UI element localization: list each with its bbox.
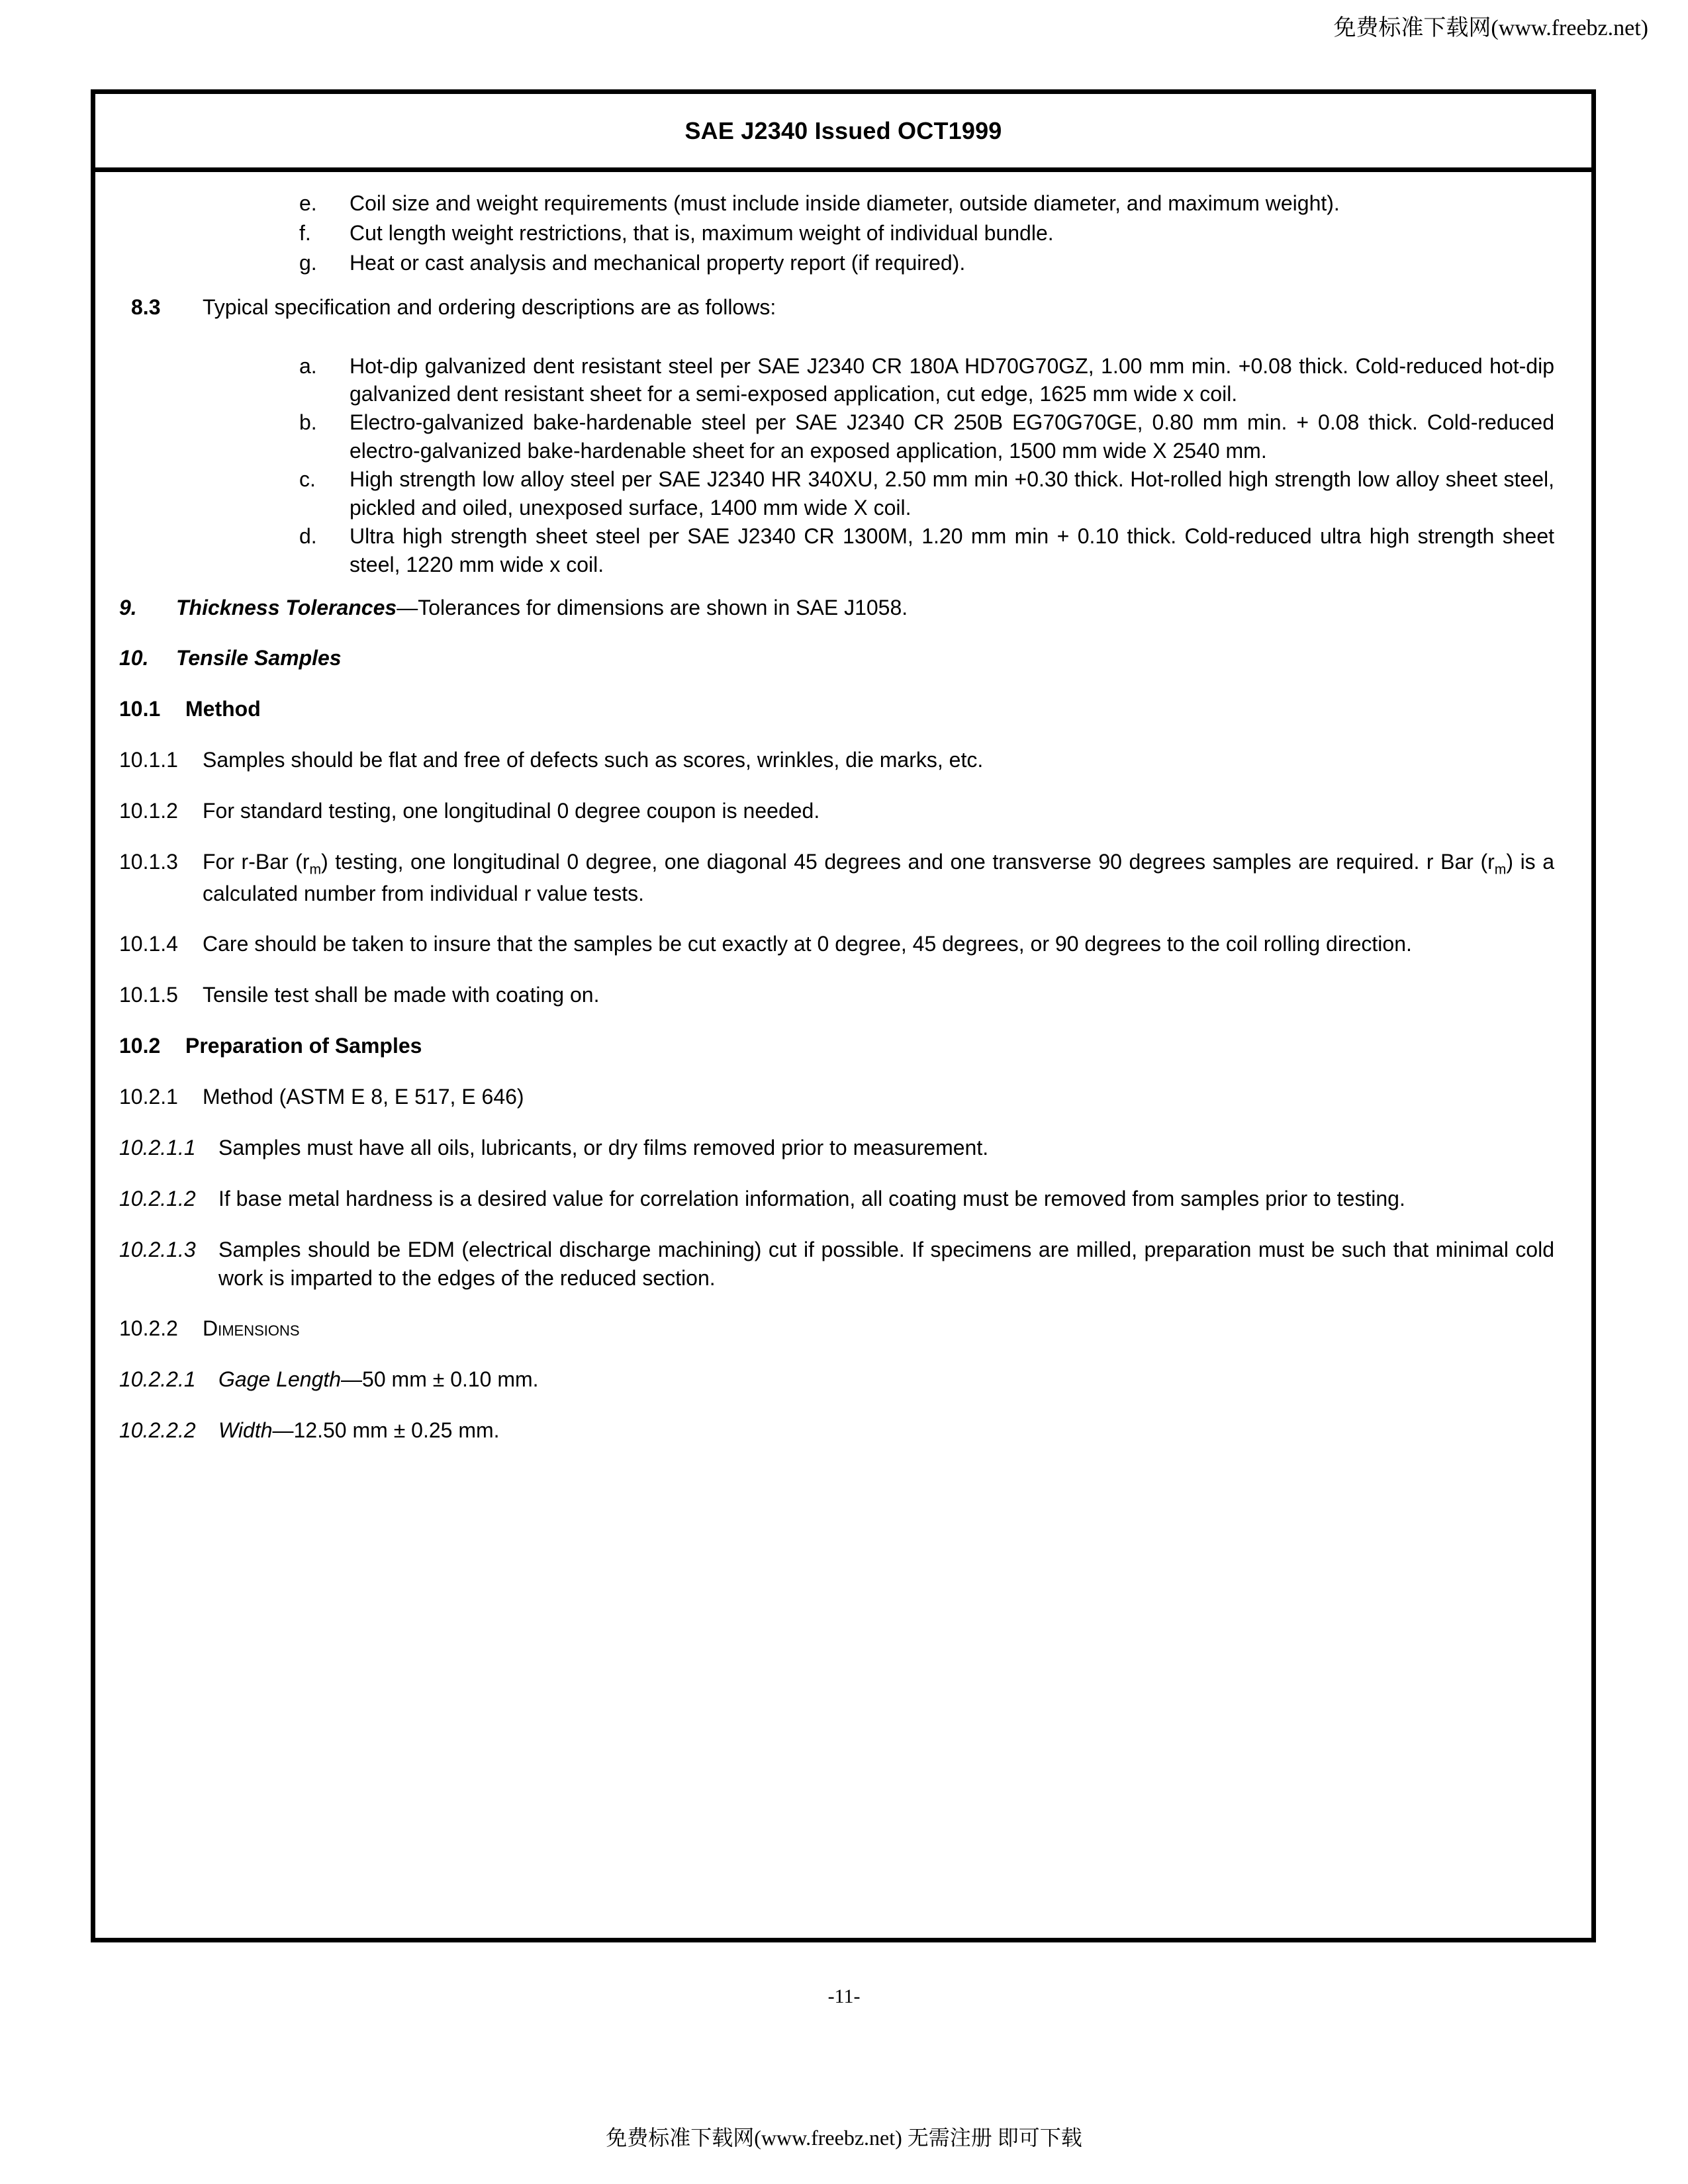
document-body bbox=[95, 172, 1591, 1474]
section-10-number: 10. bbox=[119, 646, 149, 670]
paragraph-text: Method (ASTM E 8, E 517, E 646) bbox=[203, 1085, 524, 1109]
spacer bbox=[119, 1127, 1554, 1134]
paragraph-text-part1: For r-Bar (r bbox=[203, 849, 310, 874]
spacer bbox=[119, 1308, 1554, 1314]
requirements-list bbox=[119, 189, 1554, 277]
section-10-2-number: 10.2 bbox=[119, 1034, 161, 1058]
list-item-marker: e. bbox=[299, 191, 317, 215]
section-10-2-title: Preparation of Samples bbox=[185, 1034, 422, 1058]
spacer bbox=[119, 1178, 1554, 1185]
spacer bbox=[119, 841, 1554, 848]
paragraph-number: 10.1.2 bbox=[119, 799, 178, 823]
paragraph-10-2-1-1 bbox=[119, 1134, 1554, 1162]
section-8-3-text: Typical specification and ordering descriptions are as follows: bbox=[203, 295, 776, 319]
section-8-3 bbox=[119, 293, 1554, 322]
spacer bbox=[119, 739, 1554, 746]
paragraph-10-2-1-2 bbox=[119, 1185, 1554, 1213]
dimension-value: —12.50 mm ± 0.25 mm. bbox=[272, 1418, 500, 1443]
top-watermark: 免费标准下载网(www.freebz.net) bbox=[1333, 16, 1648, 40]
paragraph-number: 10.2.2 bbox=[119, 1316, 178, 1341]
section-10-1-number: 10.1 bbox=[119, 697, 161, 721]
section-8-3-number: 8.3 bbox=[131, 295, 161, 319]
dimension-value: —50 mm ± 0.10 mm. bbox=[341, 1367, 539, 1392]
paragraph-number: 10.2.1 bbox=[119, 1085, 178, 1109]
paragraph-number: 10.2.2.1 bbox=[119, 1367, 196, 1392]
paragraph-text bbox=[218, 1365, 1554, 1394]
ordering-descriptions-list bbox=[119, 352, 1554, 579]
subscript-m: m bbox=[309, 862, 322, 878]
paragraph-10-1-4 bbox=[119, 930, 1554, 958]
spacer bbox=[119, 1410, 1554, 1416]
page-frame bbox=[91, 89, 1596, 1942]
paragraph-text: Samples should be EDM (electrical discharge machining) cut if possible. If specimens are milled, preparation must be such that minimal cold work is imparted to the edges of the reduced section. bbox=[218, 1237, 1554, 1290]
paragraph-10-2-2 bbox=[119, 1314, 1554, 1343]
spacer bbox=[119, 338, 1554, 352]
section-9-number: 9. bbox=[119, 595, 137, 619]
paragraph-text bbox=[203, 848, 1554, 908]
section-9-body: —Tolerances for dimensions are shown in SAE J1058. bbox=[397, 595, 908, 619]
list-item-text: Cut length weight restrictions, that is, maximum weight of individual bundle. bbox=[350, 220, 1054, 245]
page-number: -11- bbox=[827, 1985, 861, 2007]
paragraph-text-part2: ) testing, one longitudinal 0 degree, one diagonal 45 degrees and one transverse 90 degrees samples are required. r Bar (r bbox=[321, 849, 1495, 874]
paragraph-text-part3: ) is a calculated number from individual r value tests. bbox=[203, 849, 1555, 905]
list-item bbox=[119, 219, 1554, 248]
paragraph-text: Samples should be flat and free of defects such as scores, wrinkles, die marks, etc. bbox=[203, 748, 984, 772]
section-10-2 bbox=[119, 1032, 1554, 1060]
paragraph-10-1-1 bbox=[119, 746, 1554, 774]
list-item-marker: d. bbox=[299, 523, 317, 548]
spacer bbox=[119, 579, 1554, 594]
list-item bbox=[119, 408, 1554, 465]
list-item-marker: g. bbox=[299, 250, 317, 275]
page-header bbox=[95, 94, 1591, 172]
spacer bbox=[119, 1025, 1554, 1032]
paragraph-text: Samples must have all oils, lubricants, or dry films removed prior to measurement. bbox=[218, 1135, 989, 1160]
paragraph-number: 10.1.5 bbox=[119, 983, 178, 1007]
paragraph-10-2-1-3 bbox=[119, 1236, 1554, 1293]
paragraph-number: 10.2.1.2 bbox=[119, 1186, 196, 1210]
paragraph-text bbox=[218, 1416, 1554, 1445]
section-10 bbox=[119, 644, 1554, 672]
list-item bbox=[119, 189, 1554, 218]
spacer bbox=[119, 637, 1554, 644]
list-item bbox=[119, 465, 1554, 522]
section-10-1 bbox=[119, 695, 1554, 723]
list-item-text: Electro-galvanized bake-hardenable steel per SAE J2340 CR 250B EG70G70GE, 0.80 mm min. + 0.08 thick. Cold-reduced electro-galvanized bake-hardenable sheet for an exposed application, 1500 mm wide X 2540 mm. bbox=[350, 410, 1554, 463]
spacer bbox=[119, 1359, 1554, 1365]
spacer bbox=[119, 923, 1554, 930]
paragraph-10-1-3 bbox=[119, 848, 1554, 908]
spacer bbox=[119, 279, 1554, 293]
dimension-term: Width bbox=[218, 1418, 273, 1443]
list-item-marker: b. bbox=[299, 410, 317, 435]
list-item-text: Heat or cast analysis and mechanical property report (if required). bbox=[350, 250, 966, 275]
list-item-marker: a. bbox=[299, 353, 317, 378]
paragraph-text: Care should be taken to insure that the samples be cut exactly at 0 degree, 45 degrees, or 90 degrees to the coil rolling direction. bbox=[203, 932, 1412, 956]
section-10-1-title: Method bbox=[185, 697, 261, 721]
spacer bbox=[119, 1229, 1554, 1236]
paragraph-number: 10.2.1.1 bbox=[119, 1135, 196, 1160]
paragraph-10-2-2-1 bbox=[119, 1365, 1554, 1394]
section-9-title: Thickness Tolerances bbox=[176, 595, 397, 619]
paragraph-text: If base metal hardness is a desired value for correlation information, all coating must be removed from samples prior to testing. bbox=[218, 1186, 1405, 1210]
spacer bbox=[119, 688, 1554, 695]
spacer bbox=[119, 1076, 1554, 1083]
spacer bbox=[119, 974, 1554, 981]
paragraph-number: 10.1.4 bbox=[119, 932, 178, 956]
list-item bbox=[119, 352, 1554, 409]
paragraph-10-2-2-2 bbox=[119, 1416, 1554, 1445]
subscript-m: m bbox=[1494, 862, 1507, 878]
list-item-text: Coil size and weight requirements (must include inside diameter, outside diameter, and maximum weight). bbox=[350, 191, 1340, 215]
dimensions-heading: Dimensions bbox=[203, 1316, 300, 1341]
paragraph-number: 10.1.3 bbox=[119, 849, 178, 874]
dimension-term: Gage Length bbox=[218, 1367, 342, 1392]
paragraph-10-1-2 bbox=[119, 797, 1554, 825]
paragraph-text: Tensile test shall be made with coating on. bbox=[203, 983, 600, 1007]
paragraph-text: For standard testing, one longitudinal 0 degree coupon is needed. bbox=[203, 799, 820, 823]
list-item-text: Hot-dip galvanized dent resistant steel per SAE J2340 CR 180A HD70G70GZ, 1.00 mm min. +0.08 thick. Cold-reduced hot-dip galvanized dent resistant sheet for a semi-exposed application, cut edge, 1625 mm wide x coil. bbox=[350, 353, 1554, 406]
list-item-marker: c. bbox=[299, 467, 316, 491]
list-item-marker: f. bbox=[299, 220, 311, 245]
paragraph-10-1-5 bbox=[119, 981, 1554, 1009]
list-item bbox=[119, 249, 1554, 277]
document-title: SAE J2340 Issued OCT1999 bbox=[684, 116, 1002, 144]
bottom-watermark: 免费标准下载网(www.freebz.net) 无需注册 即可下载 bbox=[606, 2126, 1082, 2150]
section-9 bbox=[119, 594, 1554, 622]
list-item bbox=[119, 522, 1554, 579]
section-10-title: Tensile Samples bbox=[176, 646, 342, 670]
spacer bbox=[119, 790, 1554, 797]
paragraph-number: 10.2.2.2 bbox=[119, 1418, 196, 1443]
paragraph-number: 10.1.1 bbox=[119, 748, 178, 772]
list-item-text: High strength low alloy steel per SAE J2340 HR 340XU, 2.50 mm min +0.30 thick. Hot-rolled high strength low alloy sheet steel, pickled and oiled, unexposed surface, 1400 mm wide X coil. bbox=[350, 467, 1554, 520]
paragraph-number: 10.2.1.3 bbox=[119, 1237, 196, 1261]
paragraph-10-2-1 bbox=[119, 1083, 1554, 1111]
list-item-text: Ultra high strength sheet steel per SAE J2340 CR 1300M, 1.20 mm min + 0.10 thick. Cold-reduced ultra high strength sheet steel, 1220 mm wide x coil. bbox=[350, 523, 1554, 576]
section-9-text bbox=[176, 594, 1554, 622]
